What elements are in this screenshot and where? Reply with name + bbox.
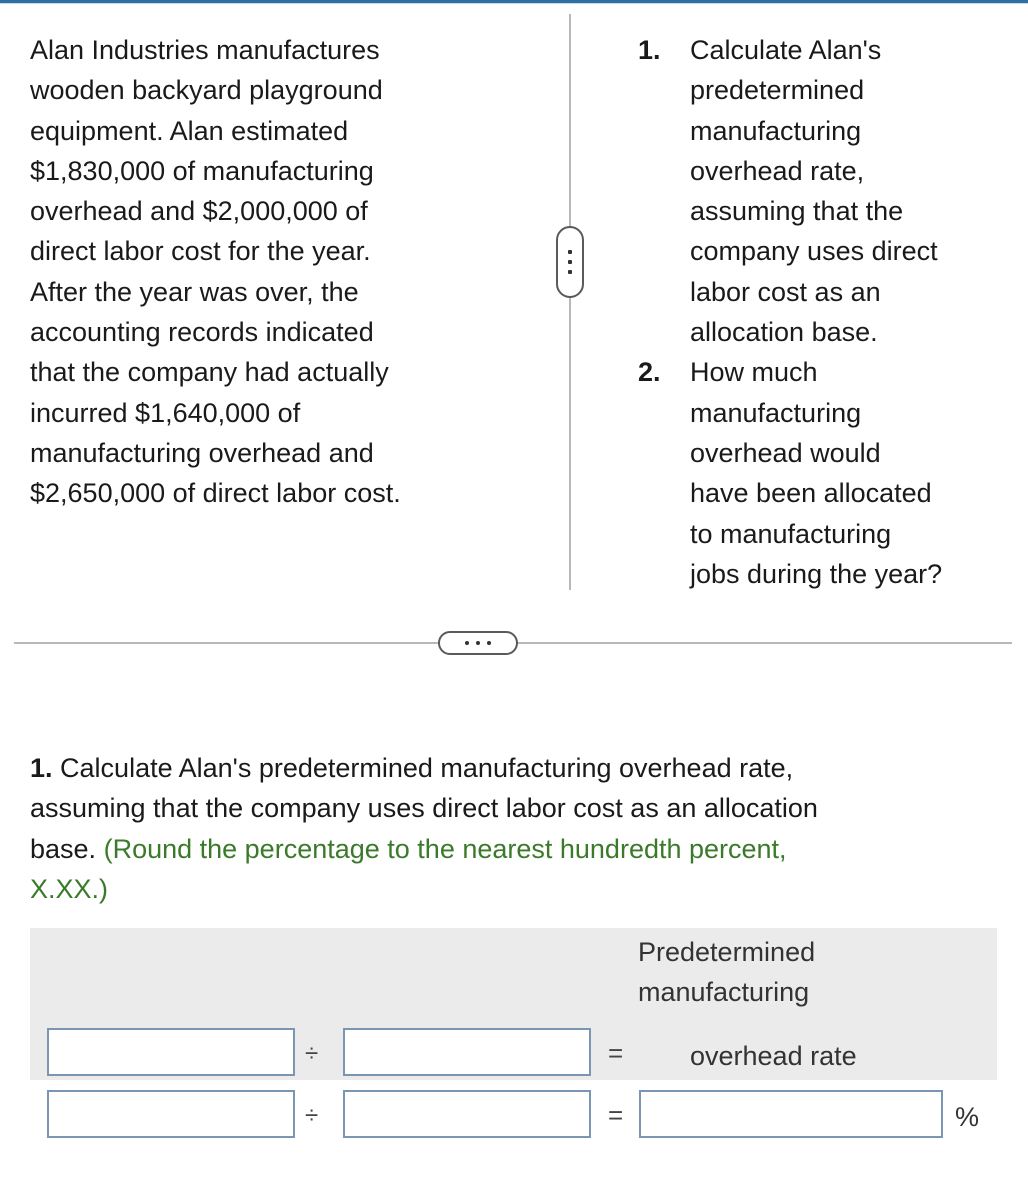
vertical-resize-handle[interactable] bbox=[556, 226, 584, 298]
problem-line: manufacturing overhead and bbox=[30, 437, 374, 468]
problem-line: overhead and $2,000,000 of bbox=[30, 196, 368, 227]
result-label-line: overhead rate bbox=[690, 1041, 857, 1071]
question-line: assuming that the company uses direct labor cost as an allocation bbox=[30, 793, 818, 824]
grip-dot-icon bbox=[568, 270, 572, 274]
question-prompt bbox=[30, 748, 990, 909]
equals-symbol: = bbox=[608, 1100, 624, 1130]
problem-line: $2,650,000 of direct labor cost. bbox=[30, 478, 401, 509]
requirement-text bbox=[690, 352, 1018, 594]
requirement-line: overhead would bbox=[690, 437, 881, 468]
result-column-label bbox=[638, 932, 815, 1013]
overhead-input[interactable] bbox=[47, 1090, 295, 1138]
requirement-line: manufacturing bbox=[690, 397, 862, 428]
requirements-list bbox=[638, 30, 1018, 594]
row1-input-1[interactable] bbox=[47, 1028, 295, 1076]
grip-dot-icon bbox=[476, 641, 480, 645]
problem-line: that the company had actually bbox=[30, 357, 389, 388]
requirement-line: jobs during the year? bbox=[690, 558, 943, 589]
labor-cost-input[interactable] bbox=[343, 1090, 591, 1138]
problem-line: After the year was over, the bbox=[30, 276, 359, 307]
result-label-line: Predetermined bbox=[638, 937, 816, 967]
grip-dot-icon bbox=[568, 260, 572, 264]
requirement-line: overhead rate, bbox=[690, 155, 865, 186]
requirement-line: have been allocated bbox=[690, 478, 932, 509]
problem-line: Alan Industries manufactures bbox=[30, 35, 380, 65]
requirement-line: allocation base. bbox=[690, 317, 878, 348]
question-line bbox=[30, 829, 990, 869]
grip-dot-icon bbox=[568, 250, 572, 254]
requirement-line: company uses direct bbox=[690, 236, 938, 267]
problem-line: accounting records indicated bbox=[30, 317, 374, 348]
question-text: Calculate Alan's predetermined manufacturing overhead rate, bbox=[60, 753, 794, 783]
problem-line: incurred $1,640,000 of bbox=[30, 397, 301, 428]
problem-line: direct labor cost for the year. bbox=[30, 236, 371, 267]
top-accent-line bbox=[0, 3, 1028, 4]
requirement-number: 2. bbox=[638, 357, 661, 388]
requirement-line: assuming that the bbox=[690, 196, 904, 227]
requirement-line: How much bbox=[690, 357, 818, 388]
problem-line: equipment. Alan estimated bbox=[30, 115, 349, 146]
divide-symbol: ÷ bbox=[305, 1040, 319, 1067]
question-line bbox=[30, 748, 990, 788]
grip-dot-icon bbox=[487, 641, 491, 645]
overhead-rate-input[interactable] bbox=[639, 1090, 943, 1138]
requirement-line: labor cost as an bbox=[690, 276, 881, 307]
requirement-item bbox=[638, 352, 1018, 594]
equals-symbol: = bbox=[608, 1038, 624, 1068]
grip-dot-icon bbox=[465, 641, 469, 645]
problem-statement bbox=[30, 30, 490, 514]
question-text: base. bbox=[30, 833, 97, 864]
requirement-line: predetermined bbox=[690, 75, 865, 106]
result-label-line: manufacturing bbox=[638, 977, 810, 1008]
horizontal-resize-handle[interactable] bbox=[438, 631, 518, 655]
requirement-line: to manufacturing bbox=[690, 518, 892, 549]
requirement-number: 1. bbox=[638, 35, 661, 65]
vertical-pane-divider bbox=[569, 14, 571, 590]
problem-line: $1,830,000 of manufacturing bbox=[30, 155, 374, 186]
requirement-text bbox=[690, 30, 1018, 352]
rounding-hint: X.XX.) bbox=[30, 873, 109, 904]
rounding-hint: (Round the percentage to the nearest hundredth percent, bbox=[103, 833, 787, 864]
problem-line: wooden backyard playground bbox=[30, 75, 383, 106]
percent-symbol: % bbox=[955, 1102, 980, 1132]
divide-symbol: ÷ bbox=[305, 1102, 319, 1129]
question-number: 1. bbox=[30, 753, 53, 783]
requirement-item bbox=[638, 30, 1018, 352]
requirement-line: manufacturing bbox=[690, 115, 862, 146]
requirement-line: Calculate Alan's bbox=[690, 35, 882, 65]
row1-input-2[interactable] bbox=[343, 1028, 591, 1076]
